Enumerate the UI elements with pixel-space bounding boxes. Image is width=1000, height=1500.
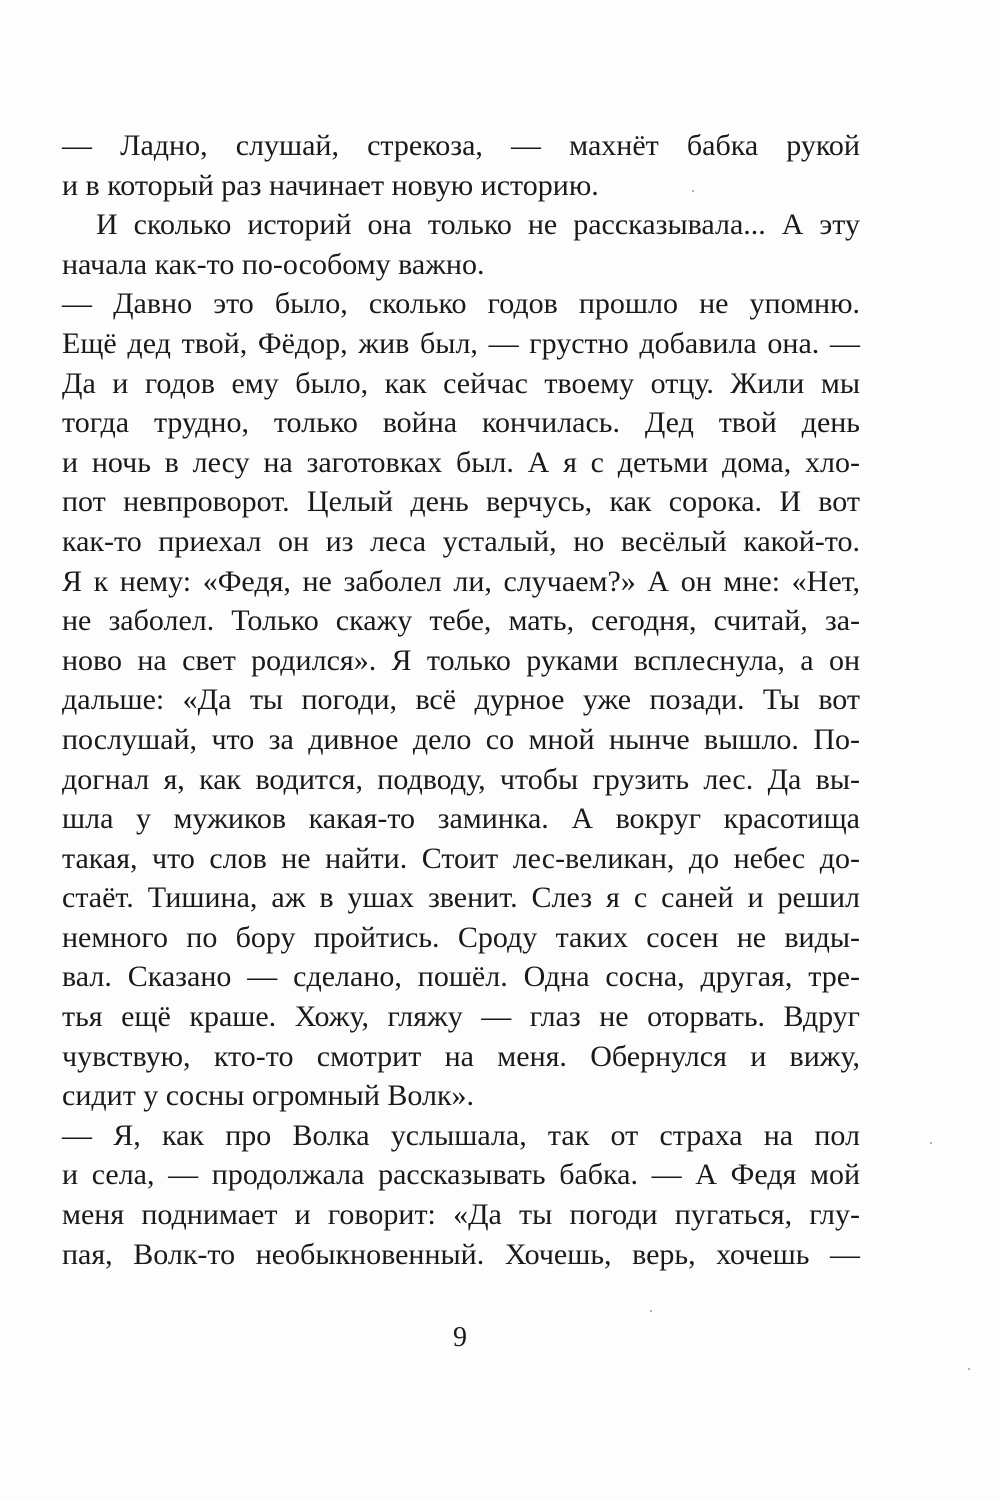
page-number: 9 [453, 1322, 467, 1353]
text-line: вал. Сказано — сделано, пошёл. Одна сосна, другая, тре- [62, 960, 860, 994]
scan-speck [930, 1142, 932, 1144]
text-line: чувствую, кто-то смотрит на меня. Обернулся и вижу, [62, 1039, 860, 1073]
text-line: догнал я, как водится, подводу, чтобы грузить лес. Да вы- [62, 762, 860, 796]
text-line: сидит у сосны огромный Волк». [62, 1079, 475, 1113]
text-line: тогда трудно, только война кончилась. Дед твой день [62, 406, 860, 440]
text-line: такая, что слов не найти. Стоит лес-великан, до небес до- [62, 841, 860, 875]
text-line: стаёт. Тишина, аж в ушах звенит. Слез я с саней и решил [62, 881, 860, 915]
text-line: немного по бору пройтись. Сроду таких сосен не виды- [62, 920, 860, 954]
text-line: и ночь в лесу на заготовках был. А я с детьми дома, хло- [62, 445, 860, 479]
text-line: Я к нему: «Федя, не заболел ли, случаем?» А он мне: «Нет, [62, 564, 860, 598]
text-line: тья ещё краше. Хожу, гляжу — глаз не оторвать. Вдруг [62, 1000, 860, 1034]
text-line: Ещё дед твой, Фёдор, жив был, — грустно добавила она. — [62, 326, 860, 360]
text-line: и села, — продолжала рассказывать бабка. — А Федя мой [62, 1158, 860, 1192]
text-line: послушай, что за дивное дело со мной нынче вышло. По- [62, 722, 860, 756]
scan-speck [692, 190, 694, 192]
text-line: дальше: «Да ты погоди, всё дурное уже позади. Ты вот [62, 683, 860, 717]
text-line: не заболел. Только скажу тебе, мать, сегодня, считай, за- [62, 604, 860, 638]
text-line: ново на свет родился». Я только руками всплеснула, а он [62, 643, 860, 677]
text-line: пот невпроворот. Целый день верчусь, как сорока. И вот [62, 485, 860, 519]
text-line: начала как-то по-особому важно. [62, 247, 485, 281]
text-line: — Давно это было, сколько годов прошло не упомню. [62, 287, 860, 321]
text-line: И сколько историй она только не рассказывала... А эту [96, 208, 860, 242]
text-line: и в который раз начинает новую историю. [62, 168, 599, 202]
text-line: — Ладно, слушай, стрекоза, — махнёт бабка рукой [62, 129, 860, 162]
text-line: меня поднимает и говорит: «Да ты погоди пугаться, глу- [62, 1198, 860, 1232]
text-line: пая, Волк-то необыкновенный. Хочешь, верь, хочешь — [62, 1237, 860, 1271]
scan-speck [968, 1368, 970, 1370]
body-text [62, 126, 860, 1274]
scan-speck [650, 1310, 652, 1312]
text-line: Да и годов ему было, как сейчас твоему отцу. Жили мы [62, 366, 860, 400]
text-line: — Я, как про Волка услышала, так от страха на пол [62, 1118, 860, 1152]
text-line: шла у мужиков какая-то заминка. А вокруг красотища [62, 802, 860, 836]
text-line: как-то приехал он из леса усталый, но весёлый какой-то. [62, 524, 860, 558]
